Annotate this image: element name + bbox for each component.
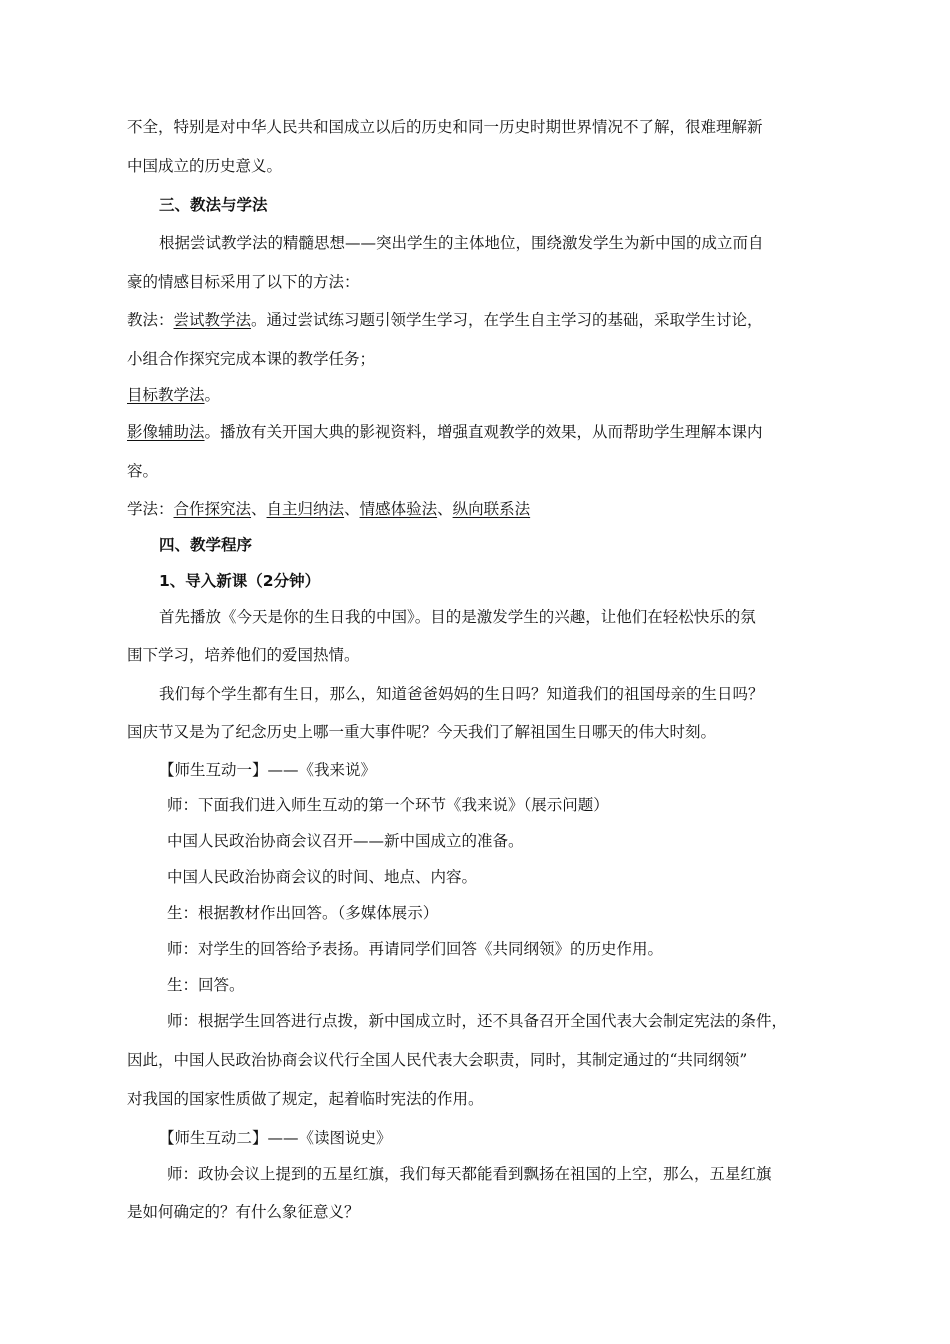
text-line: 小组合作探究完成本课的教学任务；	[127, 350, 376, 368]
section-heading: 四、教学程序	[159, 536, 253, 554]
subsection-heading: 1、导入新课（2分钟）	[159, 572, 321, 590]
text-line: 我们每个学生都有生日，那么，知道爸爸妈妈的生日吗？知道我们的祖国母亲的生日吗？	[159, 685, 764, 703]
text-line	[127, 420, 763, 442]
text-line: 生：回答。	[167, 976, 245, 994]
text-line: 容。	[127, 462, 159, 480]
text-line: 师：政协会议上提到的五星红旗，我们每天都能看到飘扬在祖国的上空，那么，五星红旗	[167, 1165, 772, 1183]
text-line: 师：根据学生回答进行点拨，新中国成立时，还不具备召开全国代表大会制定宪法的条件，	[167, 1012, 788, 1030]
text-line: 根据尝试教学法的精髓思想——突出学生的主体地位，围绕激发学生为新中国的成立而自	[159, 234, 764, 252]
text-line: 不全，特别是对中华人民共和国成立以后的历史和同一历史时期世界情况不了解，很难理解新	[127, 118, 763, 136]
text-line	[127, 308, 763, 330]
separator: 、	[251, 500, 267, 518]
text-line: 国庆节又是为了纪念历史上哪一重大事件呢？今天我们了解祖国生日哪天的伟大时刻。	[127, 723, 717, 741]
section-heading: 三、教法与学法	[159, 196, 268, 214]
method-term: 情感体验法	[359, 500, 438, 518]
text-line: 豪的情感目标采用了以下的方法：	[127, 273, 360, 291]
text-line: 中国人民政治协商会议的时间、地点、内容。	[167, 868, 478, 886]
text-line: 围下学习，培养他们的爱国热情。	[127, 646, 360, 664]
method-term: 影像辅助法	[127, 423, 205, 441]
text-line	[127, 497, 530, 519]
interaction-heading: 【师生互动二】——《读图说史》	[159, 1129, 392, 1147]
text-line: 师：对学生的回答给予表扬。再请同学们回答《共同纲领》的历史作用。	[167, 940, 664, 958]
interaction-heading: 【师生互动一】——《我来说》	[159, 761, 377, 779]
text-line: 是如何确定的？有什么象征意义？	[127, 1203, 360, 1221]
method-term: 自主归纳法	[266, 500, 345, 518]
text-line	[127, 383, 220, 405]
method-term: 合作探究法	[173, 500, 252, 518]
text-line: 首先播放《今天是你的生日我的中国》。目的是激发学生的兴趣，让他们在轻松快乐的氛	[159, 608, 756, 626]
text-line: 师：下面我们进入师生互动的第一个环节《我来说》（展示问题）	[167, 796, 609, 814]
method-term: 目标教学法	[127, 386, 205, 404]
separator: 、	[344, 500, 360, 518]
text-span: 。通过尝试练习题引领学生学习，在学生自主学习的基础，采取学生讨论，	[251, 311, 763, 329]
method-term: 纵向联系法	[452, 500, 531, 518]
method-term: 尝试教学法	[173, 311, 252, 329]
text-line: 因此，中国人民政治协商会议代行全国人民代表大会职责，同时，其制定通过的“共同纲领”	[127, 1051, 748, 1069]
text-line: 生：根据教材作出回答。（多媒体展示）	[167, 904, 439, 922]
text-span: 。	[204, 386, 221, 404]
text-line: 对我国的国家性质做了规定，起着临时宪法的作用。	[127, 1090, 484, 1108]
separator: 、	[437, 500, 453, 518]
label: 教法：	[127, 311, 174, 329]
text-span: 。播放有关开国大典的影视资料，增强直观教学的效果，从而帮助学生理解本课内	[204, 423, 763, 441]
text-line: 中国人民政治协商会议召开——新中国成立的准备。	[167, 832, 524, 850]
label: 学法：	[127, 500, 174, 518]
text-line: 中国成立的历史意义。	[127, 157, 283, 175]
